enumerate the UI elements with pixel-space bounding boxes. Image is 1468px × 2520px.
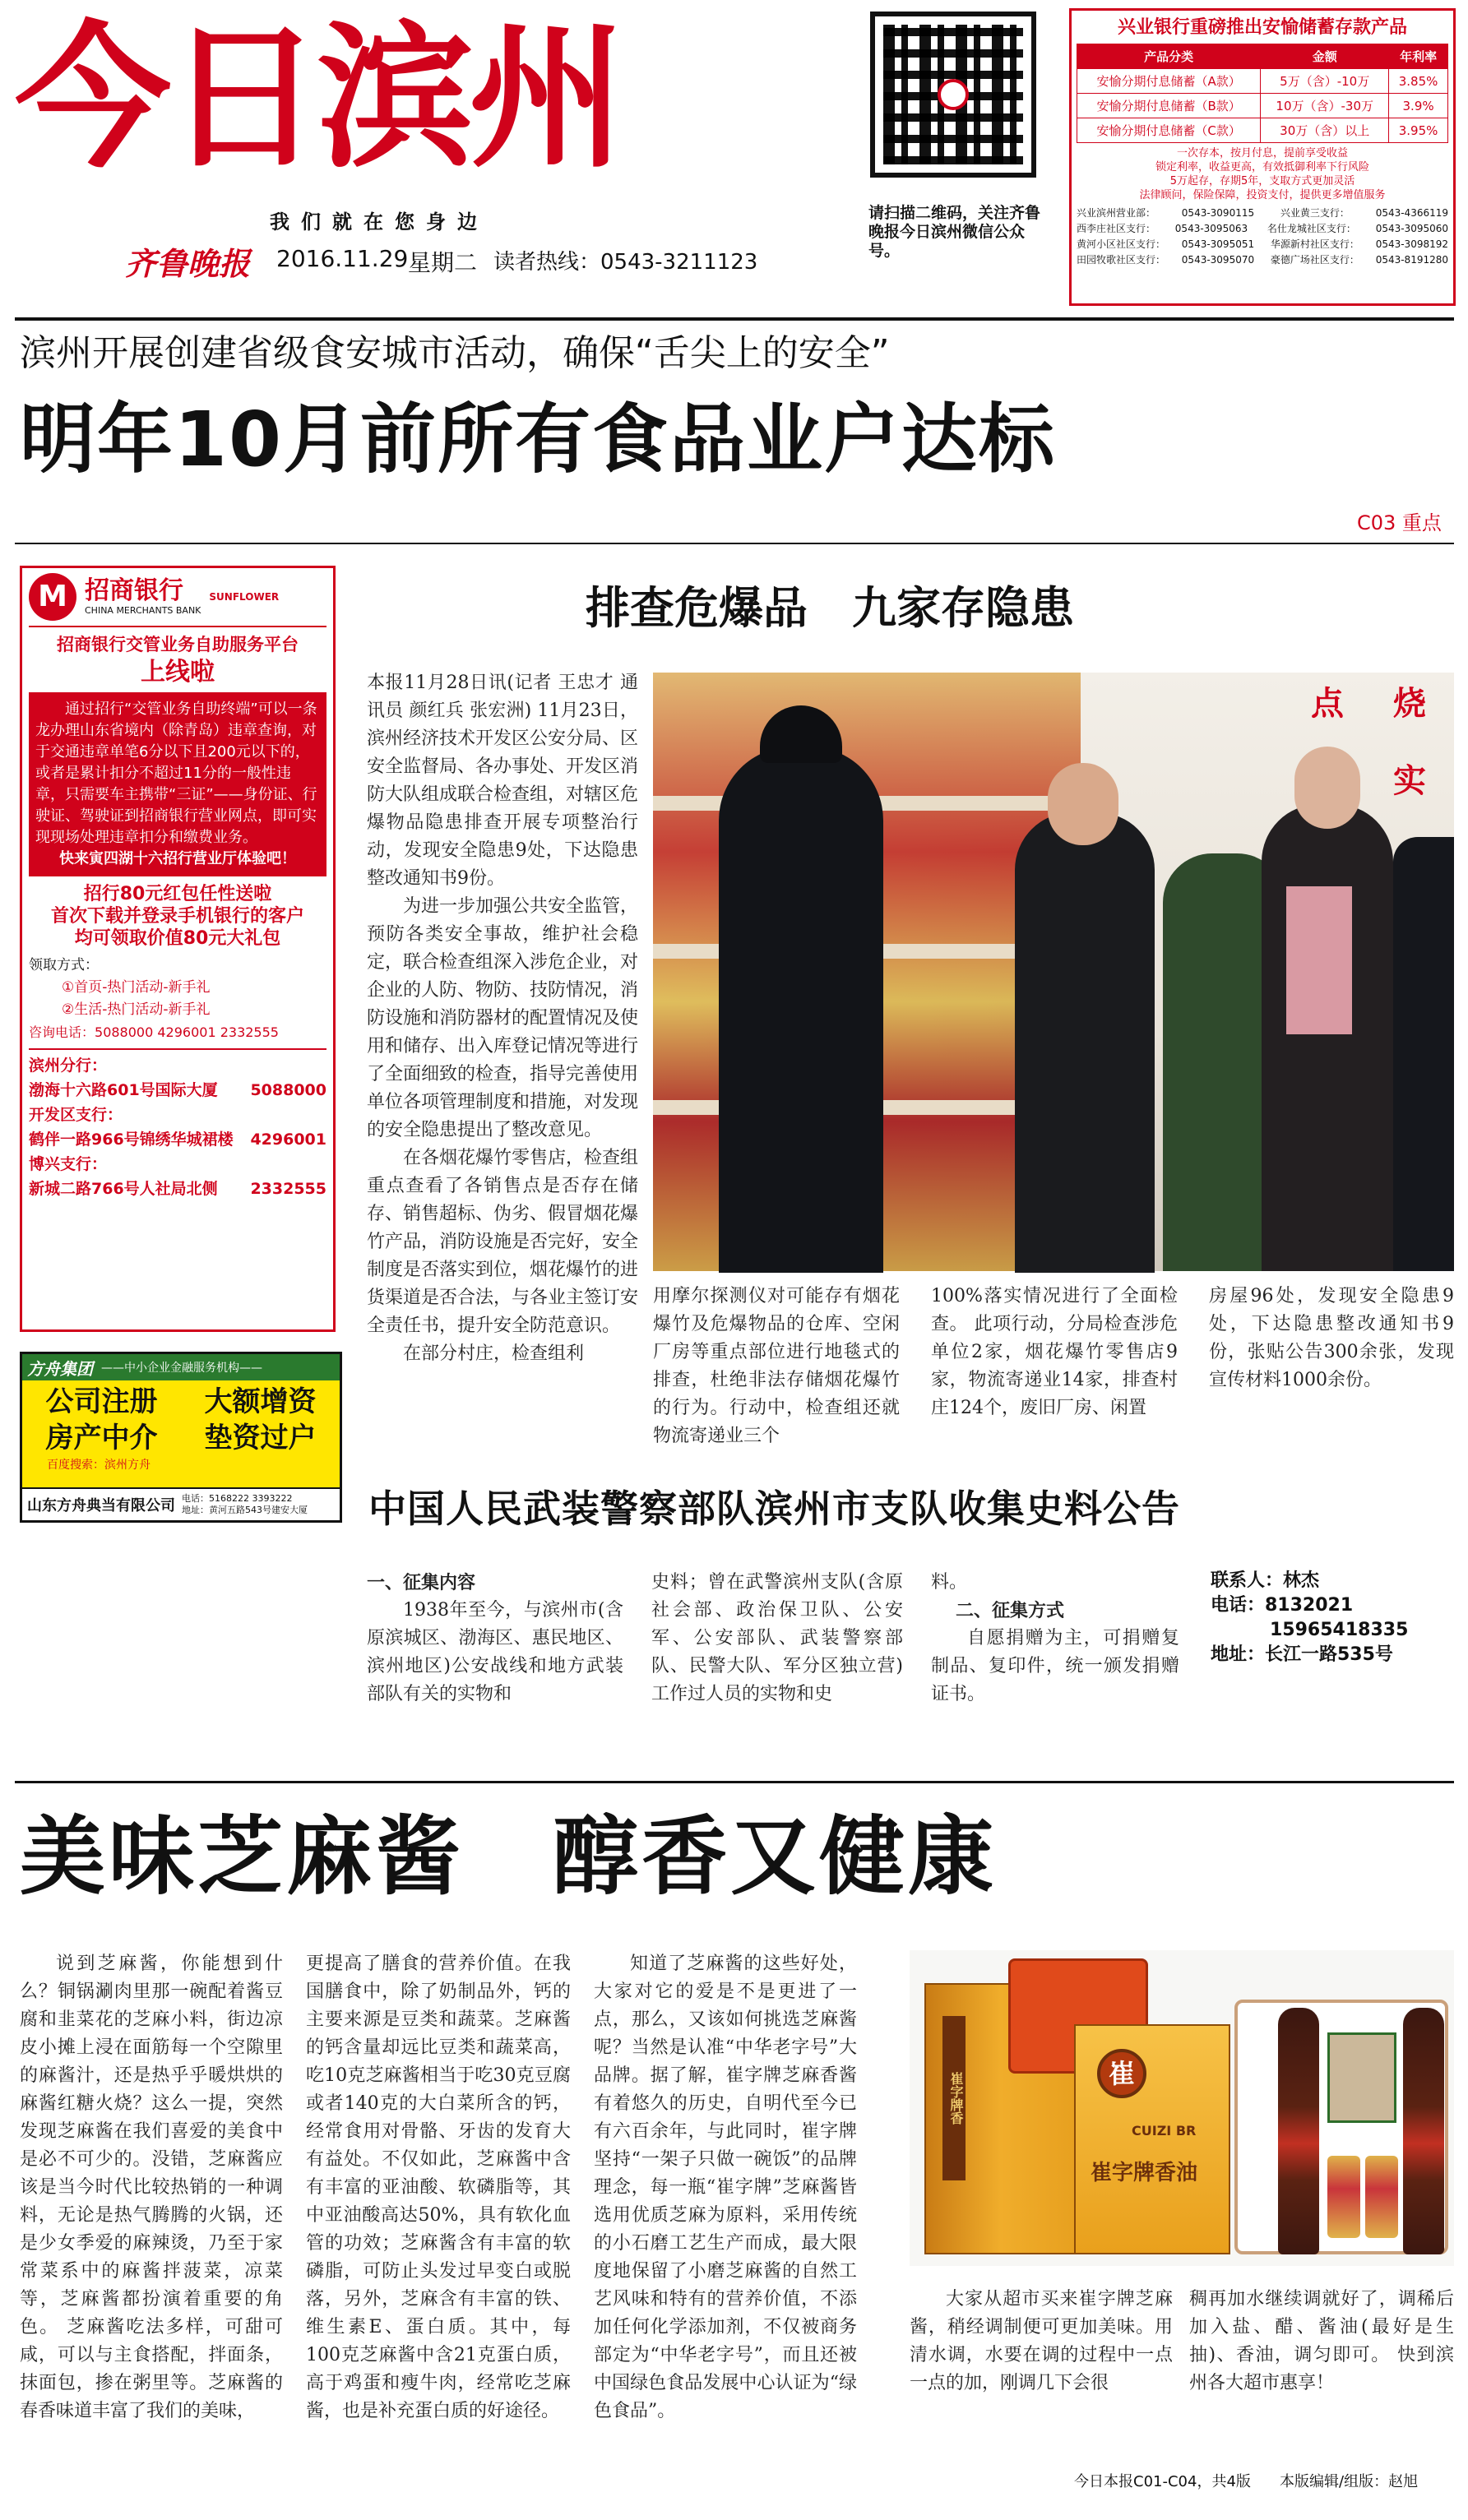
rate-cell: 3.85% bbox=[1389, 69, 1448, 94]
cmb-title1: 招商银行交管业务自助服务平台 bbox=[57, 635, 299, 654]
rate-cell: 10万（含）-30万 bbox=[1261, 94, 1389, 118]
story2-column-3: 知道了芝麻酱的这些好处，大家对它的爱是不是更进了一点，那么，又该如何挑选芝麻酱呢？当然是认准“中华老字号”大品牌。据了解，崔字牌芝麻香酱有着悠久的历史，自明代至今已有六百余年，与此同时，崔字牌坚持“一架子只做一碗饭”的品牌理念，每一瓶“崔字牌”芝麻酱皆选用优质芝麻为原料，采用传统的小石磨工艺生产而成，最大限度地保留了小磨芝麻酱的自然工艺风味和特有的营养价值，不添加任何化学添加剂，不仅被商务部定为“中华老字号”，而且还被中国绿色食品发展中心认证为“绿色食品”。 bbox=[594, 1954, 857, 2421]
rate-cell: 安愉分期付息储蓄（B款） bbox=[1077, 94, 1261, 118]
story2-column-1: 说到芝麻酱，你能想到什么？铜锅涮肉里那一碗配着酱豆腐和韭菜花的芝麻小料，街边凉皮小摊上浸在面筋每一个空隙里的麻酱汁，还是热乎乎暖烘烘的麻酱红糖火烧？这么一提，突然发现芝麻酱在我们喜爱的美食中是必不可少的。没错，芝麻酱应该是当今时代比较热销的一种调料，无论是热气腾腾的火锅，还是少女季爱的麻辣烫，乃至于家常菜系中的麻酱拌菠菜，凉菜等，芝麻酱都扮演着重要的角色。 芝麻酱吃法多样，可甜可咸，可以与主食搭配，拌面条，抹面包，掺在粥里等。芝麻酱的春香味道丰富了我们的美味， bbox=[20, 1954, 283, 2421]
rate-cell: 30万（含）以上 bbox=[1261, 118, 1389, 143]
rate-cell: 3.95% bbox=[1389, 118, 1448, 143]
branch-name: 博兴支行： bbox=[29, 1155, 108, 1173]
rate-header: 年利率 bbox=[1389, 44, 1448, 69]
industrial-bank-ad bbox=[1069, 8, 1456, 306]
wall-sign: 烧 bbox=[1393, 685, 1426, 723]
section-rule bbox=[15, 1781, 1454, 1783]
cmb-body-tail: 快来寅四湖十六招行营业厅体验吧！ bbox=[59, 850, 296, 867]
masthead-slogan: 我们就在您身边 bbox=[270, 210, 489, 234]
branch-name: 滨州分行： bbox=[29, 1057, 108, 1075]
cmb-claim2: ②生活-热门活动-新手礼 bbox=[62, 1001, 211, 1018]
lead-rule bbox=[15, 543, 1454, 544]
qr-caption: 请扫描二维码，关注齐鲁晚报今日滨州微信公众号。 bbox=[868, 204, 1041, 260]
masthead bbox=[0, 0, 1468, 312]
cmb-name-en: CHINA MERCHANTS BANK bbox=[85, 605, 201, 616]
notice-column-1: 一、征集内容 1938年至今，与滨州市(含原滨城区、渤海区、惠民地区、滨州地区)公安战线和地方武装部队有关的实物和 bbox=[367, 1572, 623, 1704]
story1-column-2: 用摩尔探测仪对可能存有烟花爆竹及危爆物品的仓库、空闲厂房等重点部位进行地毯式的排查，杜绝非法存储烟花爆竹的行为。行动中，检查组还就物流寄递业三个 bbox=[653, 1286, 900, 1446]
story1-column-1: 本报11月28日讯(记者 王忠才 通讯员 颜红兵 张宏洲) 11月23日，滨州经济技术开发区公安分局、区安全监督局、各办事处、开发区消防大队组成联合检查组，对辖区危爆物品隐患排查开展专项整治行动，发现安全隐患9处，下达隐患整改通知书9份。 为进一步加强公共安全监管，预防各类安全事故，维护社会稳定，联合检查组深入涉危企业，对企业的人防、物防、技防情况，消防设施和消防器材的配置情况及使用和储存、出入库登记情况等进行了全面细致的检查，指导完善使用单位各项管理制度和措施，对发现的安全隐患提出了整改意见。 在各烟花爆竹零售店，检查组重点查看了各销售点是否存在储存、销售超标、伪劣、假冒烟花爆竹产品，消防设施是否完好，安全制度是否落实到位，烟花爆竹的进货渠道是否合法，与各业主签订安全责任书，提升安全防范意识。 在部分村庄，检查组利 bbox=[367, 673, 639, 1364]
box-brand: 崔字牌香油 bbox=[1091, 2161, 1198, 2185]
branch-name: 开发区支行： bbox=[29, 1106, 123, 1124]
story1-title: 排查危爆品 九家存隐患 bbox=[586, 582, 1074, 634]
cmb-claim1: ①首页-热门活动-新手礼 bbox=[62, 979, 211, 996]
footer-edition: 今日本报C01-C04，共4版 bbox=[1074, 2473, 1251, 2490]
inspection-photo bbox=[653, 673, 1454, 1271]
lead-headline: 明年10月前所有食品业户达标 bbox=[20, 395, 1057, 483]
notice-column-2: 史料；曾在武警滨州支队(含原社会部、政治保卫队、公安军、公安部队、武装警察部队、民警大队、军分区独立营)工作过人员的实物和史 bbox=[651, 1572, 903, 1704]
box-en: CUIZI BR bbox=[1132, 2123, 1197, 2139]
bank-notes: 一次存本，按月付息，提前享受收益 锁定利率，收益更高，有效抵御利率下行风险 5万起存，存期5年，支取方式更加灵活 法律顾问，保险保障，投资支付，提供更多增值服务 bbox=[1139, 147, 1386, 201]
box-seal: 崔 bbox=[1097, 2049, 1146, 2098]
story1-column-3: 100%落实情况进行了全面检查。 此项行动，分局检查涉危单位2家，烟花爆竹零售店9家，物流寄递业14家，排查村庄124个，废旧厂房、闲置 bbox=[931, 1286, 1178, 1418]
qr-code bbox=[870, 12, 1036, 178]
rate-cell: 安愉分期付息储蓄（A款） bbox=[1077, 69, 1261, 94]
rate-table bbox=[1077, 44, 1448, 143]
cmb-ad: M 招商银行 CHINA MERCHANTS BANK SUNFLOWER 招商银行交管业务自助服务平台 上线啦 通过招行“交管业务自助终端”可以一条龙办理山东省境内（除青岛）违章查询，对于交通违章单笔6分以下且200元以下的，或者是累计扣分不超过11分的一般性违章，只需要车主携带“三证”——身份证、行驶证、驾驶证到招商银行营业网点，即可实现现场处理违章扣分和缴费业务。 快来寅四湖十六招行营业厅体验吧！ 招行80元红包任性送啦 首次下载并登录手机银行的客户 均可领取价值80元大礼包 领取方式： ①首页-热门活动-新手礼 ②生活-热门活动-新手礼 咨询电话：5088000 4296001 2332555 滨州分行： 渤海十六路601号国际大厦 5088000 开发区支行： 鹤伴一路966号锦绣华城裙楼 4296001 博兴支行： 新城二路766号人社局北侧 2332555 bbox=[20, 566, 336, 1332]
wall-sign: 实 bbox=[1393, 762, 1426, 800]
story2-column-4a: 大家从超市买来崔字牌芝麻酱，稍经调制便可更加美味。用清水调，水要在调的过程中一点一点的加，刚调几下会很 bbox=[910, 2289, 1173, 2393]
notice-title: 中国人民武装警察部队滨州市支队收集史料公告 bbox=[368, 1487, 1180, 1531]
branch-row: 鹤伴一路966号锦绣华城裙楼 4296001 bbox=[29, 1131, 326, 1149]
lead-kicker: 滨州开展创建省级食安城市活动，确保“舌尖上的安全” bbox=[20, 332, 890, 374]
cmb-body: 通过招行“交管业务自助终端”可以一条龙办理山东省境内（除青岛）违章查询，对于交通违章单笔6分以下且200元以下的，或者是累计扣分不超过11分的一般性违章，只需要车主携带“三证”——身份证、行驶证、驾驶证到招商银行营业网点，即可实现现场处理违章扣分和缴费业务。 bbox=[35, 701, 317, 846]
box-side-label: 崔字牌香 bbox=[942, 2016, 966, 2180]
cmb-promo2: 首次下载并登录手机银行的客户 bbox=[50, 906, 304, 927]
masthead-rule bbox=[15, 317, 1454, 321]
cmb-title2: 上线啦 bbox=[141, 658, 215, 687]
footer-editor: 本版编辑/组版：赵旭 bbox=[1280, 2473, 1419, 2490]
branch-row: 渤海十六路601号国际大厦 5088000 bbox=[29, 1081, 326, 1099]
cmb-logo-icon: M bbox=[29, 573, 76, 621]
brand-logo: 齐鲁晚报 bbox=[125, 245, 251, 282]
story2-column-2: 更提高了膳食的营养价值。在我国膳食中，除了奶制品外，钙的主要来源是豆类和蔬菜。芝麻酱的钙含量却远比豆类和蔬菜高，吃10克芝麻酱相当于吃30克豆腐或者140克的大白菜所含的钙，经常食用对骨骼、牙齿的发育大有益处。不仅如此，芝麻酱中含有丰富的亚油酸、软磷脂等，其中亚油酸高达50%，具有软化血管的功效；芝麻酱含有丰富的软磷脂，可防止头发过早变白或脱落，另外，芝麻含有丰富的铁、维生素E、蛋白质。其中，每100克芝麻酱中含21克蛋白质，高于鸡蛋和瘦牛肉，经常吃芝麻酱，也是补充蛋白质的好途径。 bbox=[306, 1954, 571, 2421]
fangzhou-search: 百度搜索：滨州方舟 bbox=[47, 1459, 151, 1472]
reader-hotline: 读者热线：0543-3211123 bbox=[493, 250, 758, 275]
rate-cell: 3.9% bbox=[1389, 94, 1448, 118]
issue-weekday: 星期二 bbox=[408, 249, 478, 276]
fangzhou-company: 山东方舟典当有限公司 bbox=[27, 1497, 175, 1514]
sunflower-card: SUNFLOWER bbox=[209, 590, 280, 603]
notice-column-3: 料。 二、征集方式 自愿捐赠为主，可捐赠复制品、复印件，统一颁发捐赠证书。 bbox=[931, 1572, 1179, 1704]
rate-cell: 安愉分期付息储蓄（C款） bbox=[1077, 118, 1261, 143]
notice-contact: 联系人：林杰 电话：8132021 15965418335 地址：长江一路535号 bbox=[1211, 1570, 1409, 1665]
cmb-name: 招商银行 bbox=[85, 576, 183, 605]
lead-page-ref: C03 重点 bbox=[1357, 511, 1442, 534]
wall-sign: 点 bbox=[1311, 685, 1344, 723]
product-photo bbox=[910, 1950, 1454, 2266]
branch-row: 新城二路766号人社局北侧 2332555 bbox=[29, 1180, 326, 1198]
story2-column-4b: 稠再加水继续调就好了，调稀后加入盐、醋、酱油(最好是生抽)、香油，调匀即可。 快到滨州各大超市惠享！ bbox=[1189, 2289, 1454, 2393]
masthead-title: 今日滨州 bbox=[15, 7, 621, 189]
fangzhou-ad: 方舟集团 ——中小企业金融服务机构—— 公司注册 大额增资 房产中介 垫资过户 百度搜索：滨州方舟 山东方舟典当有限公司 电话：5168222 3393222 地址：黄河五路543号建安大厦 bbox=[20, 1352, 342, 1523]
cmb-promo1: 招行80元红包任性送啦 bbox=[83, 884, 272, 904]
story2-title: 美味芝麻酱 醇香又健康 bbox=[20, 1806, 998, 1907]
cmb-body-box bbox=[29, 692, 326, 876]
issue-date: 2016.11.29 bbox=[276, 245, 409, 272]
rate-header: 产品分类 bbox=[1077, 44, 1261, 69]
rate-header: 金额 bbox=[1261, 44, 1389, 69]
fangzhou-tagline: ——中小企业金融服务机构—— bbox=[101, 1362, 262, 1375]
fangzhou-logo: 方舟集团 bbox=[27, 1358, 93, 1379]
cmb-promo3: 均可领取价值80元大礼包 bbox=[74, 928, 281, 949]
bank-branches: 兴业滨州营业部： 0543-3090115 兴业黄三支行： 0543-4366119 西李庄社区支行： 0543-3095063 名仕龙城社区支行： 0543-3095060 黄河小区社区支行： 0543-3095051 华源新村社区支行： 0543-3098192 田园牧歌社区支行： 0543-3095070 豪德广场社区支行： 0543-8191280 bbox=[1077, 207, 1448, 266]
rate-cell: 5万（含）-10万 bbox=[1261, 69, 1389, 94]
industrial-bank-title: 兴业银行重磅推出安愉储蓄存款产品 bbox=[1117, 17, 1407, 38]
story1-column-4: 房屋96处，发现安全隐患9处，下达隐患整改通知书9份，张贴公告300余张，发现宣传材料1000余份。 bbox=[1209, 1286, 1454, 1390]
